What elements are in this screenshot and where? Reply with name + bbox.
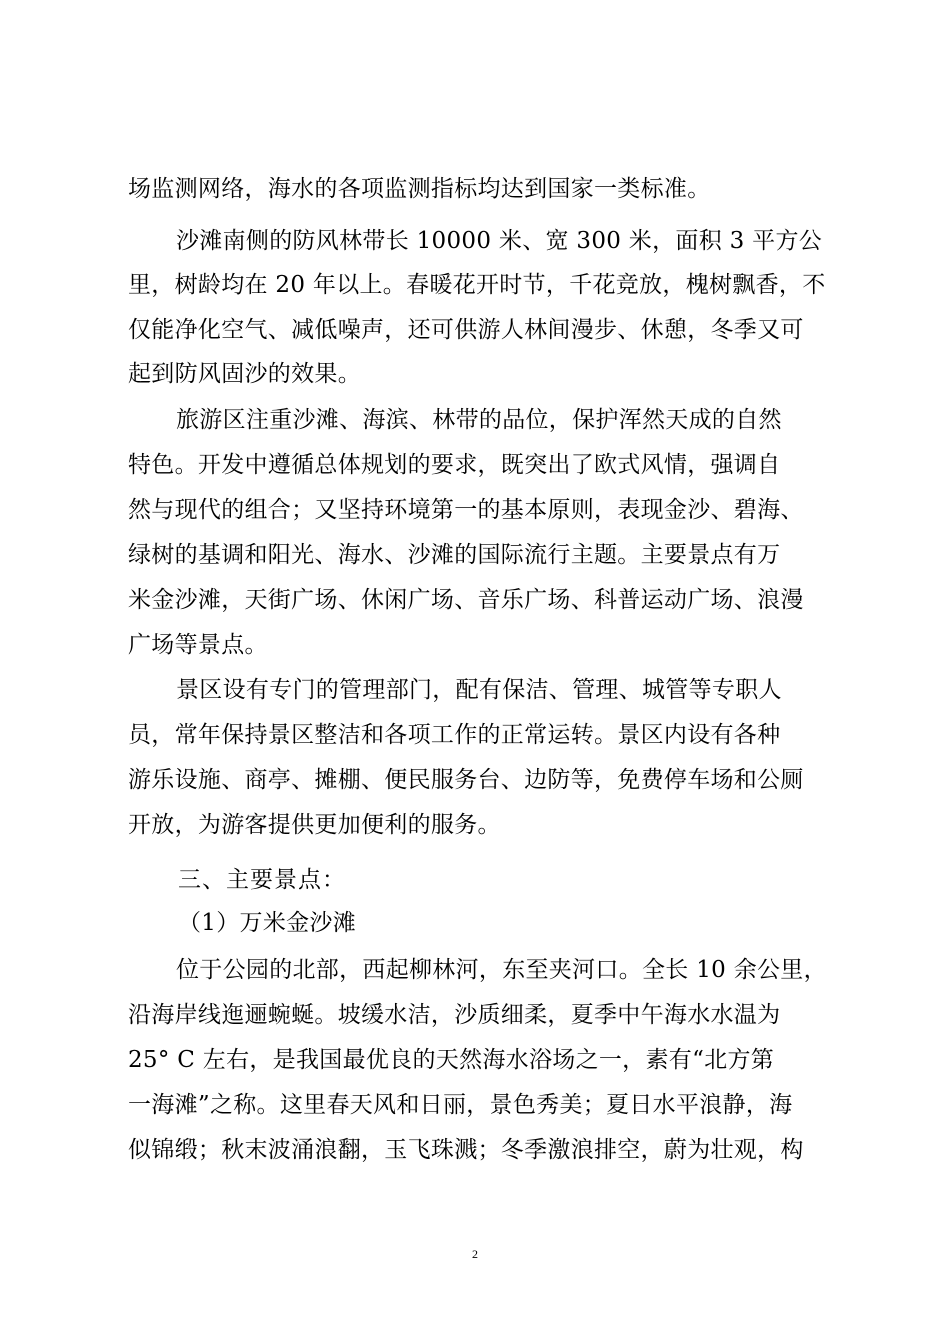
text-line: 然与现代的组合；又坚持环境第一的基本原则，表现金沙、碧海、 <box>128 497 804 523</box>
text-line: 起到防风固沙的效果。 <box>128 361 361 387</box>
text-line: 似锦缎；秋末波涌浪翻，玉飞珠溅；冬季激浪排空，蔚为壮观，构 <box>128 1137 804 1163</box>
text-line: 员，常年保持景区整洁和各项工作的正常运转。景区内设有各种 <box>128 722 781 748</box>
text-line: 沙滩南侧的防风林带长 10000 米、宽 300 米，面积 3 平方公 <box>176 228 823 254</box>
text-line: 场监测网络，海水的各项监测指标均达到国家一类标准。 <box>128 176 711 202</box>
text-line: 广场等景点。 <box>128 632 268 658</box>
text-line: 位于公园的北部，西起柳林河，东至夹河口。全长 10 余公里， <box>176 957 827 983</box>
text-line: 一海滩”之称。这里春天风和日丽，景色秀美；夏日水平浪静，海 <box>128 1092 793 1118</box>
text-line: 景区设有专门的管理部门，配有保洁、管理、城管等专职人 <box>176 677 782 703</box>
section-heading: 三、主要景点： <box>178 867 346 893</box>
subsection-heading: （1）万米金沙滩 <box>178 910 357 936</box>
text-line: 特色。开发中遵循总体规划的要求，既突出了欧式风情，强调自 <box>128 452 781 478</box>
text-line: 沿海岸线迤逦蜿蜒。坡缓水洁，沙质细柔，夏季中午海水水温为 <box>128 1002 781 1028</box>
text-line: 旅游区注重沙滩、海滨、林带的品位，保护浑然天成的自然 <box>176 407 782 433</box>
text-line: 25° C 左右，是我国最优良的天然海水浴场之一，素有“北方第 <box>128 1047 775 1073</box>
page-number: 2 <box>472 1247 478 1261</box>
text-line: 游乐设施、商亭、摊棚、便民服务台、边防等，免费停车场和公厕 <box>128 767 804 793</box>
text-line: 绿树的基调和阳光、海水、沙滩的国际流行主题。主要景点有万 <box>128 542 781 568</box>
text-line: 里，树龄均在 20 年以上。春暖花开时节，千花竞放，槐树飘香，不 <box>128 272 826 298</box>
text-line: 仅能净化空气、减低噪声，还可供游人林间漫步、休憩，冬季又可 <box>128 317 804 343</box>
text-line: 米金沙滩，天街广场、休闲广场、音乐广场、科普运动广场、浪漫 <box>128 587 804 613</box>
text-line: 开放，为游客提供更加便利的服务。 <box>128 812 501 838</box>
